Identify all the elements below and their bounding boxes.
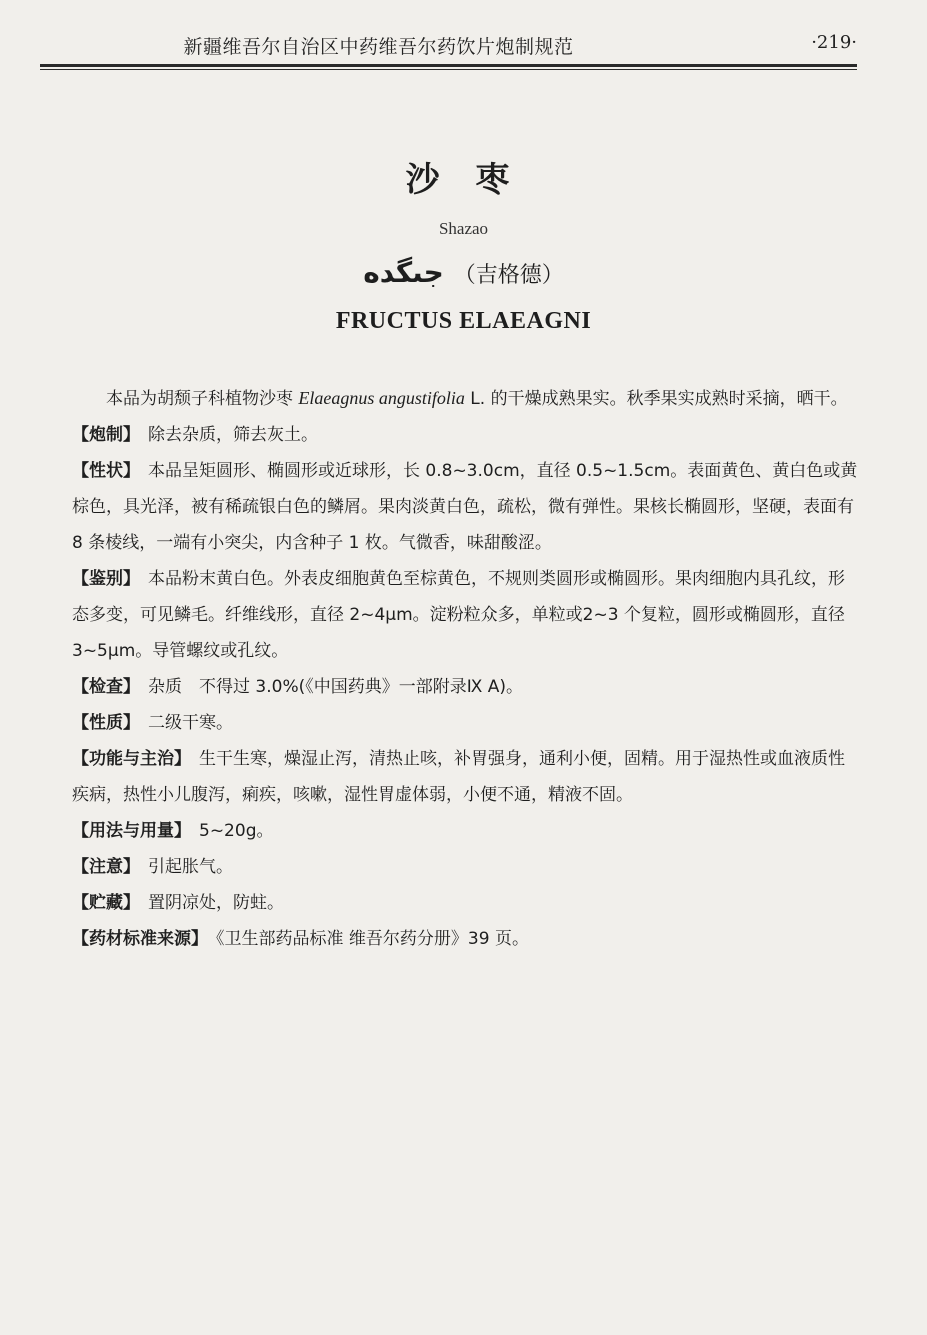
section-label: 【功能与主治】 — [72, 749, 191, 769]
section-text: 杂质 不得过 3.0%(《中国药典》一部附录Ⅸ A)。 — [148, 677, 523, 697]
entry-title-block — [0, 155, 927, 335]
section-label: 【检查】 — [72, 677, 140, 697]
intro-text-before: 本品为胡颓子科植物沙枣 — [106, 389, 299, 409]
section-description — [72, 453, 858, 561]
uyghur-name: جىگدە — [363, 256, 444, 289]
section-storage — [72, 885, 858, 921]
header-rule — [40, 64, 857, 70]
section-text: 引起胀气。 — [148, 857, 233, 877]
section-text: 生干生寒，燥湿止泻，清热止咳，补胃强身，通利小便，固精。用于湿热性或血液质性疾病，热性小儿腹泻，痢疾，咳嗽，湿性胃虚体弱，小便不通，精液不固。 — [72, 749, 845, 805]
uyghur-name-line — [0, 255, 927, 294]
section-nature — [72, 705, 858, 741]
section-text: 置阴凉处，防蛀。 — [148, 893, 284, 913]
section-functions — [72, 741, 858, 813]
page-number: ·219· — [811, 32, 857, 53]
section-precautions — [72, 849, 858, 885]
species-name: Elaeagnus angustifolia — [298, 388, 465, 408]
latin-drug-name: FRUCTUS ELAEAGNI — [335, 308, 592, 334]
section-source — [72, 921, 858, 957]
section-text: 《卫生部药品标准 维吾尔药分册》39 页。 — [216, 929, 529, 949]
intro-paragraph — [72, 380, 858, 417]
section-text: 二级干寒。 — [148, 713, 233, 733]
section-processing — [72, 417, 858, 453]
running-header — [40, 26, 857, 62]
entry-body — [72, 380, 858, 957]
section-label: 【炮制】 — [72, 425, 140, 445]
section-label: 【贮藏】 — [72, 893, 140, 913]
section-identification — [72, 561, 858, 669]
entry-pinyin: Shazao — [438, 219, 489, 238]
section-text: 本品呈矩圆形、椭圆形或近球形，长 0.8~3.0cm，直径 0.5~1.5cm。表面黄色、黄白色或黄棕色，具光泽，被有稀疏银白色的鳞屑。果肉淡黄白色，疏松，微有弹性。果核长椭圆形，坚硬，表面有 8 条棱线，一端有小突尖，内含种子 1 枚。气微香，味甜酸涩。 — [72, 461, 858, 553]
section-label: 【用法与用量】 — [72, 821, 191, 841]
section-label: 【性状】 — [72, 461, 140, 481]
section-text: 除去杂质，筛去灰土。 — [148, 425, 318, 445]
intro-text-after: L. 的干燥成熟果实。秋季果实成熟时采摘，晒干。 — [464, 389, 848, 409]
section-label: 【性质】 — [72, 713, 140, 733]
uyghur-transliteration: （吉格德） — [453, 263, 564, 288]
section-inspection — [72, 669, 858, 705]
section-text: 5~20g。 — [199, 821, 274, 841]
entry-title: 沙 枣 — [405, 160, 522, 200]
book-title: 新疆维吾尔自治区中药维吾尔药饮片炮制规范 — [183, 36, 574, 58]
section-label: 【注意】 — [72, 857, 140, 877]
section-dosage — [72, 813, 858, 849]
section-label: 【药材标准来源】 — [72, 929, 208, 949]
section-text: 本品粉末黄白色。外表皮细胞黄色至棕黄色，不规则类圆形或椭圆形。果肉细胞内具孔纹，形态多变，可见鳞毛。纤维线形，直径 2~4μm。淀粉粒众多，单粒或2~3 个复粒，圆形或椭圆形，直径 3~5μm。导管螺纹或孔纹。 — [72, 569, 845, 661]
section-label: 【鉴别】 — [72, 569, 140, 589]
